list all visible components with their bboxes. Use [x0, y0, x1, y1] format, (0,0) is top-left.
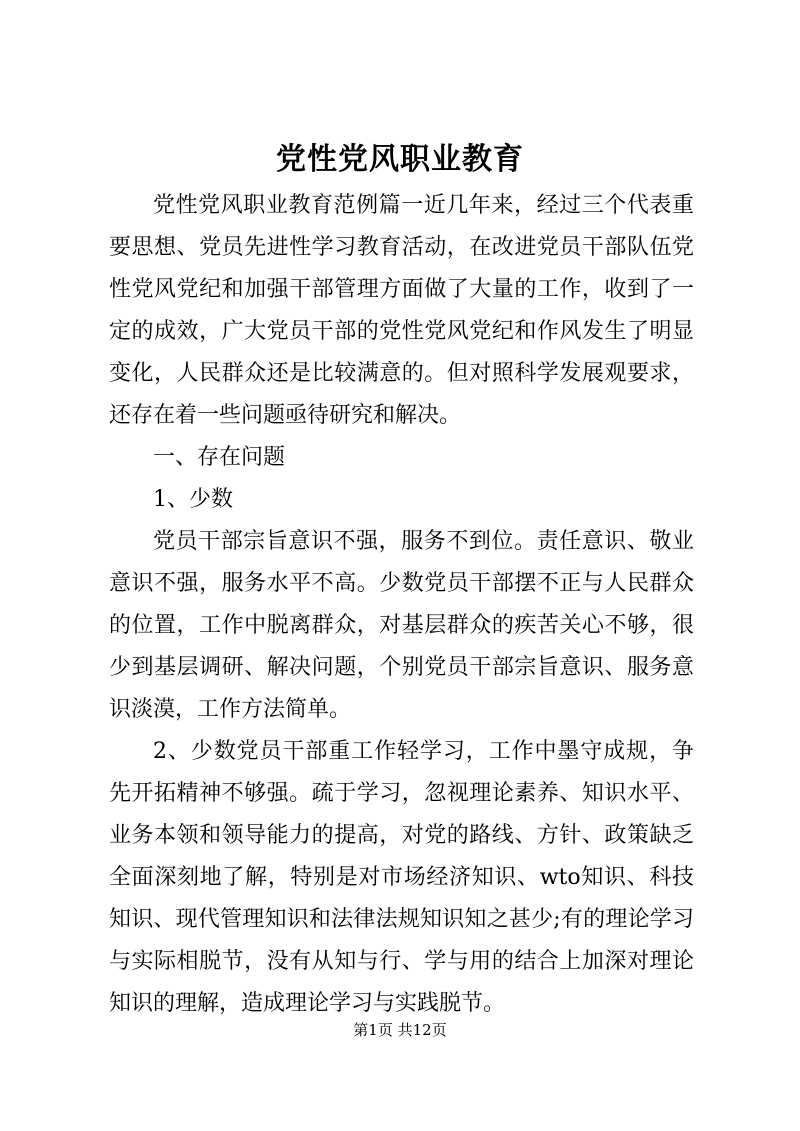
paragraph: 党员干部宗旨意识不强，服务不到位。责任意识、敬业意识不强，服务水平不高。少数党员干部摆不正与人民群众的位置，工作中脱离群众，对基层群众的疾苦关心不够，很少到基层调研、解决问题，个别党员干部宗旨意识、服务意识淡漠，工作方法简单。: [109, 529, 694, 722]
page-footer: 第1页 共12页: [353, 1021, 447, 1039]
subsection-heading: 1、少数: [153, 487, 233, 512]
document-title: 党性党风职业教育: [276, 142, 524, 177]
section-heading: 一、存在问题: [153, 445, 286, 470]
paragraph: 党性党风职业教育范例篇一近几年来，经过三个代表重要思想、党员先进性学习教育活动，在改进党员干部队伍党性党风党纪和加强干部管理方面做了大量的工作，收到了一定的成效，广大党员干部的党性党风党纪和作风发生了明显变化，人民群众还是比较满意的。但对照科学发展观要求，还存在着一些问题亟待研究和解决。: [109, 193, 694, 428]
paragraph: 2、少数党员干部重工作轻学习，工作中墨守成规，争先开拓精神不够强。疏于学习，忽视理论素养、知识水平、业务本领和领导能力的提高，对党的路线、方针、政策缺乏全面深刻地了解，特别是对市场经济知识、wto知识、科技知识、现代管理知识和法律法规知识知之甚少;有的理论学习与实际相脱节，没有从知与行、学与用的结合上加深对理论知识的理解，造成理论学习与实践脱节。: [109, 739, 694, 1016]
document-body: [109, 185, 694, 1025]
